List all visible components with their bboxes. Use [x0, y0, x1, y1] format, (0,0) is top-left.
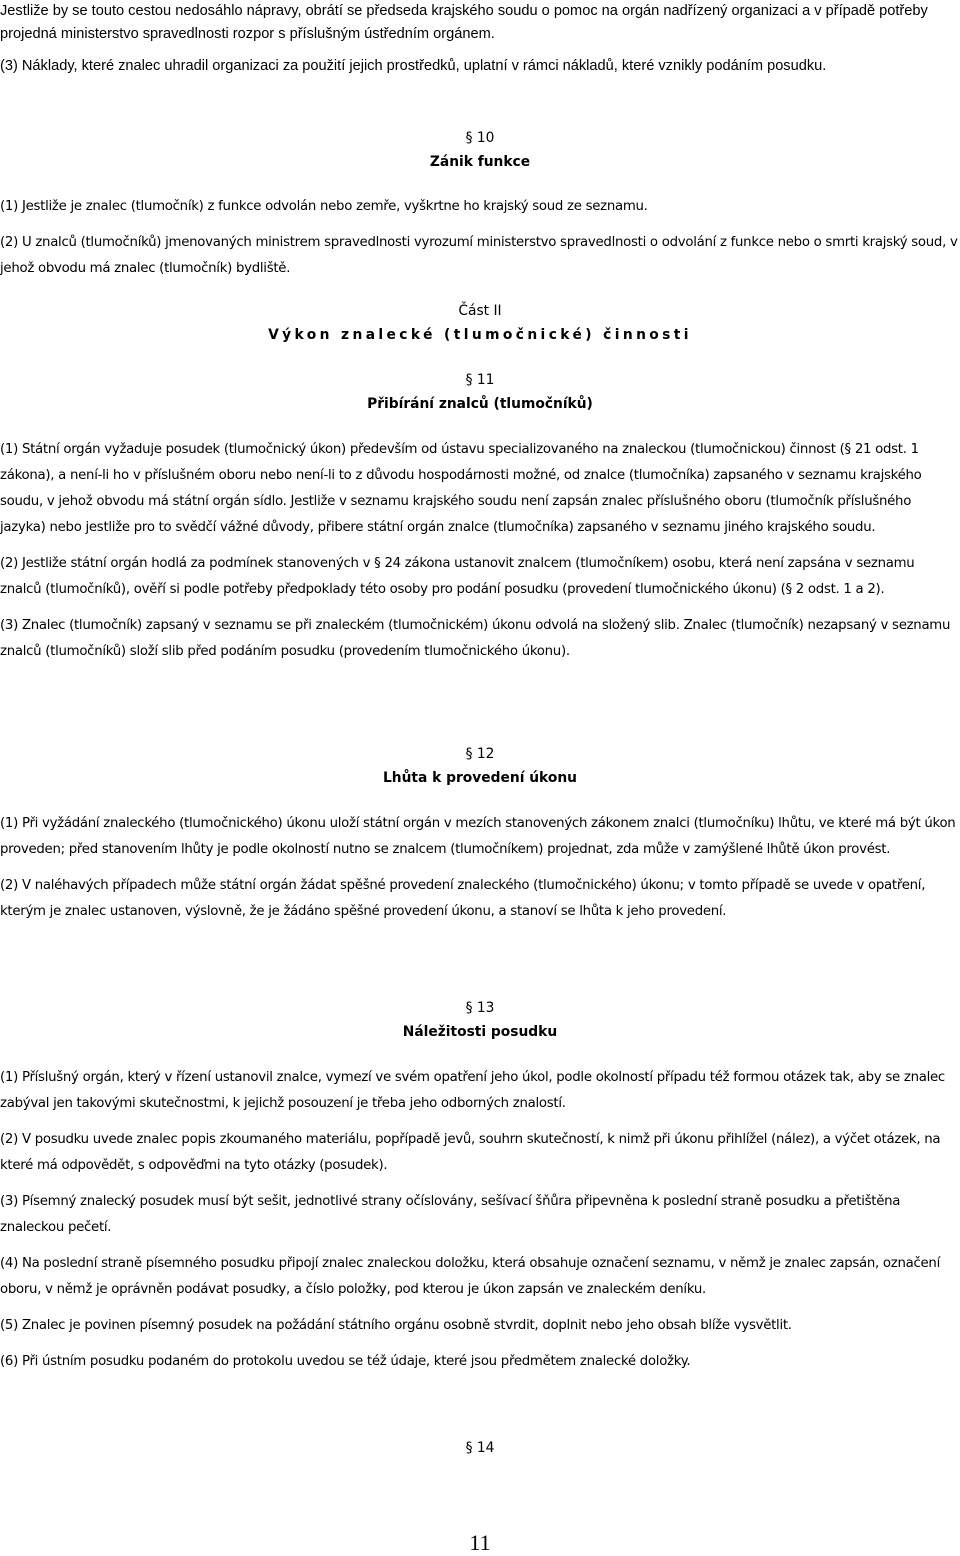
- intro-block: [0, 0, 958, 78]
- paragraph: (4) Na poslední straně písemného posudku připojí znalec znaleckou doložku, která obsahuje označení seznamu, v němž je znalec zapsán, označení oboru, v němž je oprávněn podávat posudky, a číslo položky, pod kterou je úkon zapsán ve znaleckém deníku.: [0, 1256, 940, 1297]
- paragraph: (2) V naléhavých případech může státní orgán žádat spěšné provedení znaleckého (tlumočnického) úkonu; v tomto případě se uvede v opatření, kterým je znalec ustanoven, výslovně, že je žádáno spěšné provedení úkonu, a stanoví se lhůta k jeho provedení.: [0, 878, 926, 919]
- paragraph: (1) Při vyžádání znaleckého (tlumočnického) úkonu uloží státní orgán v mezích stanovených zákonem znalci (tlumočníku) lhůtu, ve které má být úkon proveden; před stanovením lhůty je podle okolností nutno se znalcem (tlumočníkem) projednat, zda může v zamýšlené lhůtě úkon provést.: [0, 816, 956, 857]
- paragraph: (2) U znalců (tlumočníků) jmenovaných ministrem spravedlnosti vyrozumí ministerstvo spravedlnosti o odvolání z funkce nebo o smrti krajský soud, v jehož obvodu má znalec (tlumočník) bydliště.: [0, 235, 958, 276]
- section-title: Lhůta k provedení úkonu: [383, 770, 577, 786]
- section-body: [0, 437, 958, 665]
- paragraph: (1) Jestliže je znalec (tlumočník) z funkce odvolán nebo zemře, vyškrtne ho krajský soud ze seznamu.: [0, 199, 648, 214]
- paragraph: (5) Znalec je povinen písemný posudek na požádání státního orgánu osobně stvrdit, doplnit nebo jeho obsah blíže vysvětlit.: [0, 1318, 792, 1333]
- paragraph: (3) Písemný znalecký posudek musí být sešit, jednotlivé strany očíslovány, sešívací šňůra připevněna k poslední straně posudku a přetištěna znaleckou pečetí.: [0, 1194, 901, 1235]
- paragraph: (2) V posudku uvede znalec popis zkoumaného materiálu, popřípadě jevů, souhrn skutečností, k nimž při úkonu přihlížel (nález), a výčet otázek, na které má odpovědět, s odpověďmi na tyto otázky (posudek).: [0, 1132, 941, 1173]
- paragraph: (3) Znalec (tlumočník) zapsaný v seznamu se při znaleckém (tlumočnickém) úkonu odvolá na složený slib. Znalec (tlumočník) nezapsaný v seznamu znalců (tlumočníků) složí slib před podáním posudku (provedením tlumočnického úkonu).: [0, 618, 951, 659]
- paragraph: (3) Náklady, které znalec uhradil organizaci za použití jejich prostředků, uplatní v rámci nákladů, které vznikly podáním posudku.: [0, 58, 827, 74]
- section-title: Zánik funkce: [429, 154, 531, 170]
- section-number: § 14: [465, 1440, 495, 1456]
- page-number: 11: [469, 1530, 491, 1555]
- section-title: Přibírání znalců (tlumočníků): [367, 396, 593, 412]
- paragraph: (6) Při ústním posudku podaném do protokolu uvedou se též údaje, které jsou předmětem znalecké doložky.: [0, 1354, 691, 1369]
- section-number: § 11: [465, 372, 495, 388]
- paragraph: (2) Jestliže státní orgán hodlá za podmínek stanovených v § 24 zákona ustanovit znalcem (tlumočníkem) osobu, která není zapsána v seznamu znalců (tlumočníků), ověří si podle potřeby předpoklady této osoby pro podání posudku (provedení tlumočnického úkonu) (§ 2 odst. 1 a 2).: [0, 556, 915, 597]
- section-number: § 12: [465, 746, 495, 762]
- paragraph: Jestliže by se touto cestou nedosáhlo nápravy, obrátí se předseda krajského soudu o pomoc na orgán nadřízený organizaci a v případě potřeby projedná ministerstvo spravedlnosti rozpor s příslušným ústředním orgánem.: [0, 3, 928, 42]
- section-body: [0, 1065, 958, 1375]
- part-label: Část II: [458, 303, 502, 319]
- paragraph: (1) Příslušný orgán, který v řízení ustanovil znalce, vymezí ve svém opatření jeho úkol, podle okolností případu též formou otázek tak, aby se znalec zabýval jen takovými skutečnostmi, k jejichž posouzení je třeba jeho odborných znalostí.: [0, 1070, 945, 1111]
- section-title: Náležitosti posudku: [402, 1024, 558, 1040]
- section-body: [0, 811, 958, 925]
- paragraph: (1) Státní orgán vyžaduje posudek (tlumočnický úkon) především od ústavu specializovaného na znaleckou (tlumočnickou) činnost (§ 21 odst. 1 zákona), a není-li ho v příslušném oboru nebo není-li to z důvodu hospodárnosti možné, od znalce (tlumočníka) zapsaného v seznamu krajského soudu, v jehož obvodu má státní orgán sídlo. Jestliže v seznamu krajského soudu není zapsán znalec příslušného oboru (tlumočník příslušného jazyka) nebo jestliže pro to svědčí vážné důvody, přibere státní orgán znalce (tlumočníka) zapsaného v seznamu jiného krajského soudu.: [0, 442, 922, 535]
- section-number: § 10: [465, 130, 495, 146]
- part-title: Výkon znalecké (tlumočnické) činnosti: [268, 327, 692, 343]
- section-number: § 13: [465, 1000, 495, 1016]
- section-body: [0, 194, 958, 282]
